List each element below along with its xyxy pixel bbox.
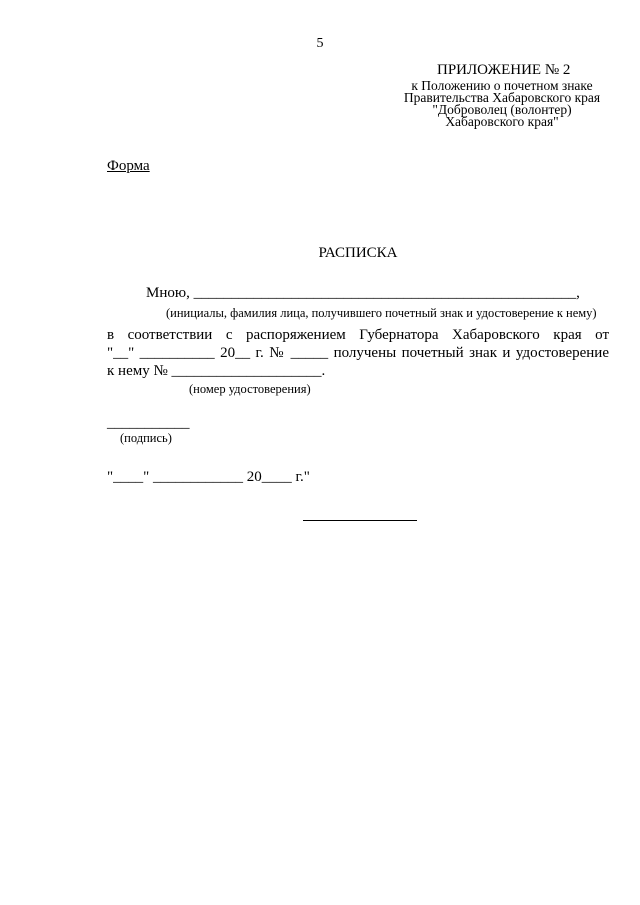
official-signature-line (303, 520, 417, 521)
appendix-line-3: "Доброволец (волонтер) (432, 102, 572, 117)
recipient-caption: (инициалы, фамилия лица, получившего почетный знак и удостоверение к нему) (166, 306, 597, 320)
appendix-line-2: Правительства Хабаровского края (403, 90, 601, 105)
appendix-line-1: к Положению о почетном знаке (411, 78, 593, 93)
appendix-title: ПРИЛОЖЕНИЕ № 2 (437, 62, 571, 78)
order-line: в соответствии с распоряжением Губернатора Хабаровского края от (107, 327, 609, 343)
document-title: РАСПИСКА (318, 245, 398, 261)
signature-blank: ___________ (107, 415, 190, 431)
form-label: Форма (107, 158, 150, 174)
signature-caption: (подпись) (120, 431, 172, 445)
certificate-number-line: к нему № ____________________. (107, 363, 326, 379)
recipient-line: Мною, ___________________________________________________, (146, 285, 580, 301)
received-line: "__" __________ 20__ г. № _____ получены почетный знак и удостоверение (107, 345, 609, 361)
certificate-number-caption: (номер удостоверения) (189, 382, 311, 396)
date-line: "____" ____________ 20____ г." (107, 469, 310, 485)
page-number: 5 (316, 36, 324, 51)
appendix-line-4: Хабаровского края" (445, 114, 559, 129)
